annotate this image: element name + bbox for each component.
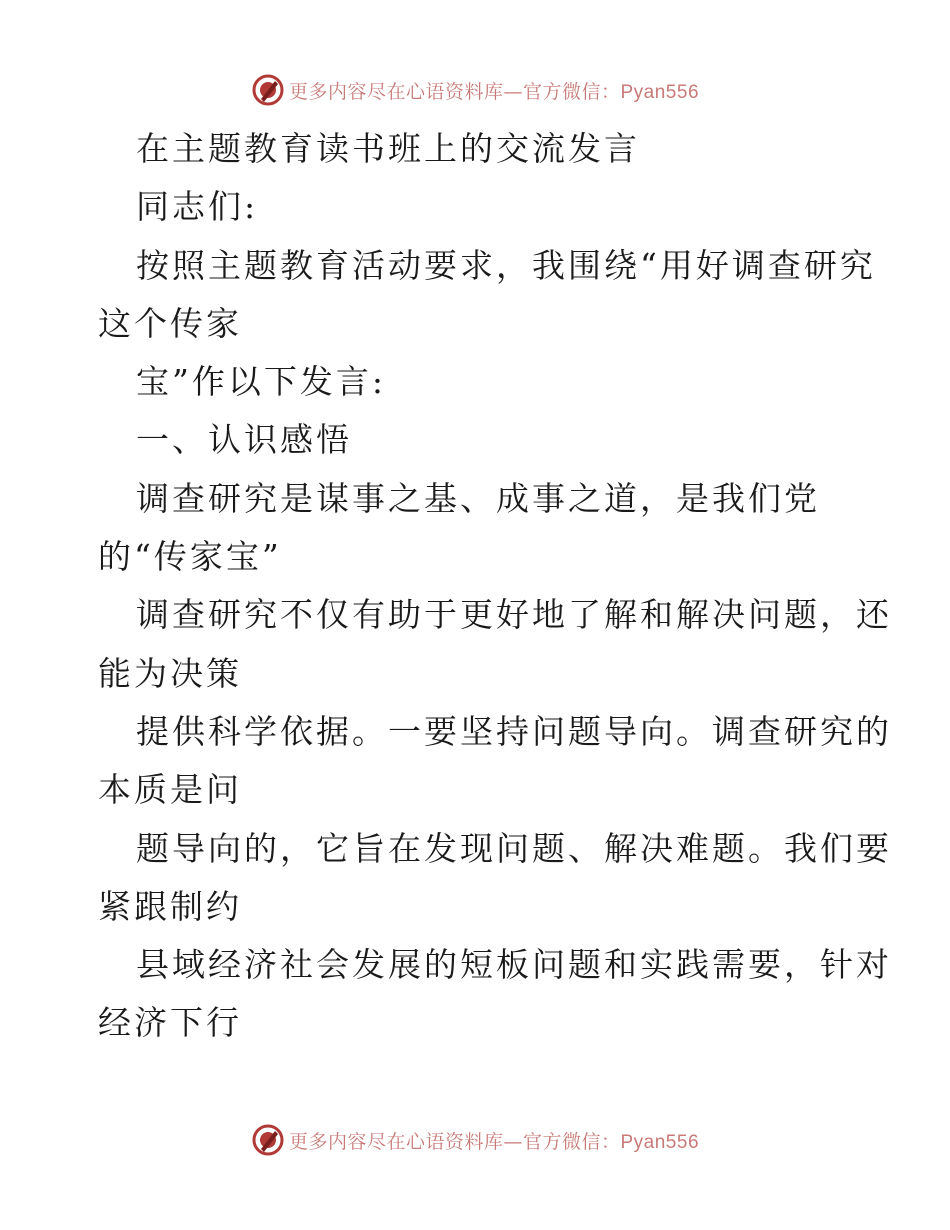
text-line: 在主题教育读书班上的交流发言 [136, 129, 640, 168]
text-line: 本质是问 [98, 770, 242, 810]
text-line: 题导向的，它旨在发现问题、解决难题。我们要 [136, 828, 892, 868]
watermark-wechat-id: Pyan556 [620, 81, 700, 103]
text-line: 一、认识感悟 [136, 420, 352, 460]
watermark-header [0, 70, 950, 110]
text-line: 提供科学依据。一要坚持问题导向。调查研究的 [136, 711, 892, 751]
document-body [98, 120, 892, 1053]
text-line: 调查研究不仅有助于更好地了解和解决问题，还 [136, 595, 892, 635]
watermark-wechat-id: Pyan556 [620, 1131, 700, 1153]
text-line: 的“传家宝” [98, 537, 282, 577]
text-line: 同志们: [136, 187, 259, 227]
text-line: 按照主题教育活动要求，我围绕“用好调查研究 [136, 245, 876, 285]
watermark-text: 更多内容尽在心语资料库—官方微信： [288, 1130, 621, 1153]
text-line: 调查研究是谋事之基、成事之道，是我们党 [136, 478, 820, 518]
text-line: 这个传家 [98, 303, 242, 343]
pen-logo-icon [251, 1123, 285, 1157]
text-line: 紧跟制约 [98, 886, 242, 926]
text-line: 能为决策 [98, 653, 242, 693]
text-line: 宝”作以下发言: [136, 362, 386, 402]
text-line: 经济下行 [98, 1003, 242, 1043]
watermark-footer [0, 1120, 950, 1160]
watermark-text: 更多内容尽在心语资料库—官方微信： [288, 80, 621, 103]
text-line: 县域经济社会发展的短板问题和实践需要，针对 [136, 945, 892, 985]
pen-logo-icon [251, 73, 285, 107]
